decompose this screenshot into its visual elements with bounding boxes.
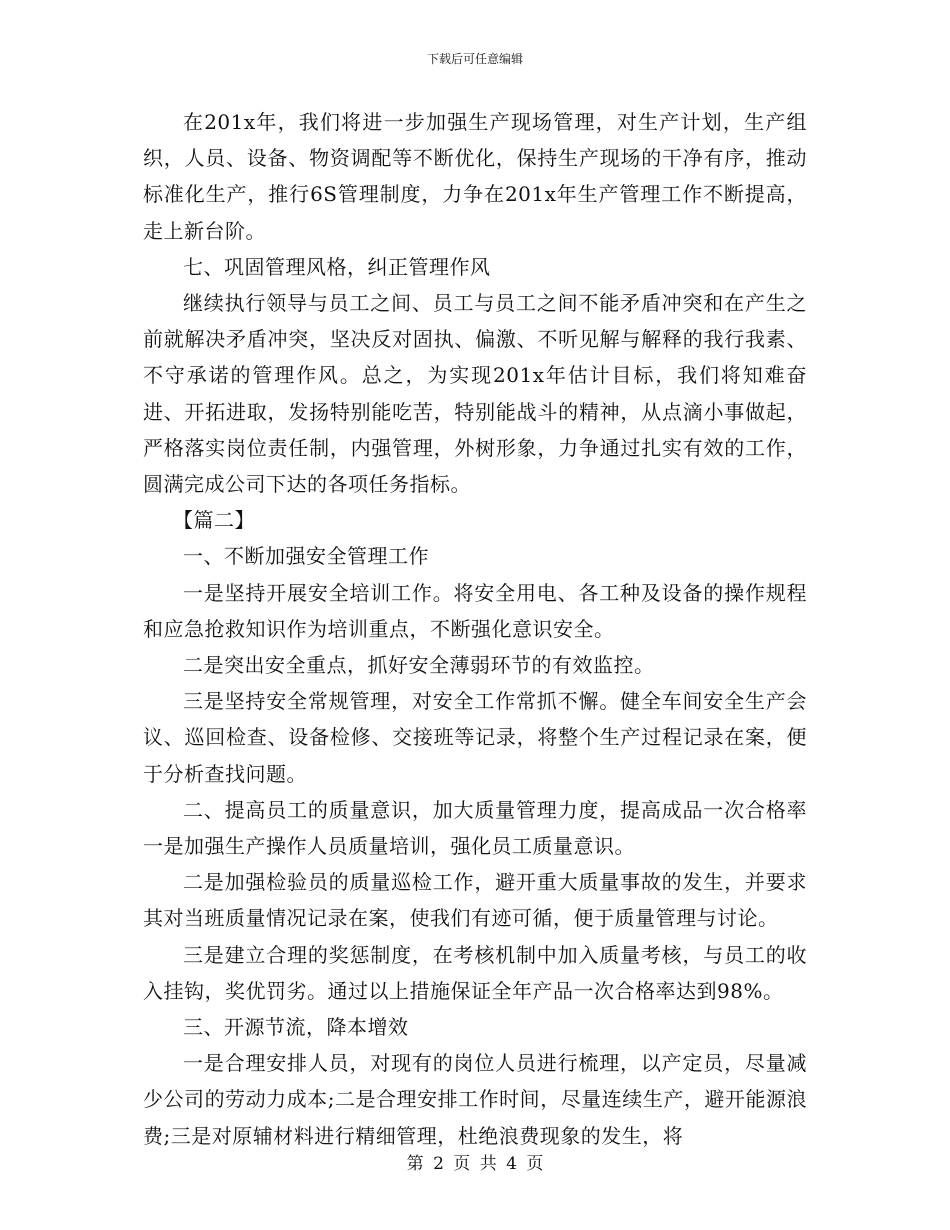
paragraph: 一是坚持开展安全培训工作。将安全用电、各工种及设备的操作规程和应急抢救知识作为培训重点，不断强化意识安全。: [143, 580, 807, 641]
paragraph: 二是突出安全重点，抓好安全薄弱环节的有效监控。: [183, 653, 655, 678]
page-header-note: 下载后可任意编辑: [426, 52, 523, 66]
page-number: 第 2 页 共 4 页: [406, 1154, 544, 1174]
section-heading: 三、开源节流，降本增效: [183, 1015, 409, 1040]
section-heading: 一、不断加强安全管理工作: [183, 544, 429, 569]
paragraph: 一是合理安排人员，对现有的岗位人员进行梳理，以产定员，尽量减少公司的劳动力成本;二是合理安排工作时间，尽量连续生产，避开能源浪费;三是对原辅材料进行精细管理，杜绝浪费现象的发生，将: [143, 1051, 807, 1148]
document-body: [143, 104, 807, 1154]
part-heading: 【篇二】: [173, 508, 255, 533]
paragraph: 继续执行领导与员工之间、员工与员工之间不能矛盾冲突和在产生之前就解决矛盾冲突，坚决反对固执、偏激、不听见解与解释的我行我素、不守承诺的管理作风。总之，为实现201x年估计目标，我们将知难奋进、开拓进取，发扬特别能吃苦，特别能战斗的精神，从点滴小事做起，严格落实岗位责任制，内强管理，外树形象，力争通过扎实有效的工作，圆满完成公司下达的各项任务指标。: [143, 291, 807, 497]
section-heading: 二、提高员工的质量意识，加大质量管理力度，提高成品一次合格率一是加强生产操作人员质量培训，强化员工质量意识。: [143, 797, 807, 859]
section-heading: 七、巩固管理风格，纠正管理作风: [183, 254, 491, 279]
paragraph: 三是坚持安全常规管理，对安全工作常抓不懈。健全车间安全生产会议、巡回检查、设备检修、交接班等记录，将整个生产过程记录在案，便于分析查找问题。: [143, 689, 807, 786]
paragraph: 三是建立合理的奖惩制度，在考核机制中加入质量考核，与员工的收入挂钩，奖优罚劣。通过以上措施保证全年产品一次合格率达到98%。: [143, 942, 807, 1003]
paragraph: 在201x年，我们将进一步加强生产现场管理，对生产计划，生产组织，人员、设备、物资调配等不断优化，保持生产现场的干净有序，推动标准化生产，推行6S管理制度，力争在201x年生产管理工作不断提高，走上新台阶。: [143, 110, 807, 243]
paragraph: 二是加强检验员的质量巡检工作，避开重大质量事故的发生，并要求其对当班质量情况记录在案，使我们有迹可循，便于质量管理与讨论。: [143, 870, 807, 931]
